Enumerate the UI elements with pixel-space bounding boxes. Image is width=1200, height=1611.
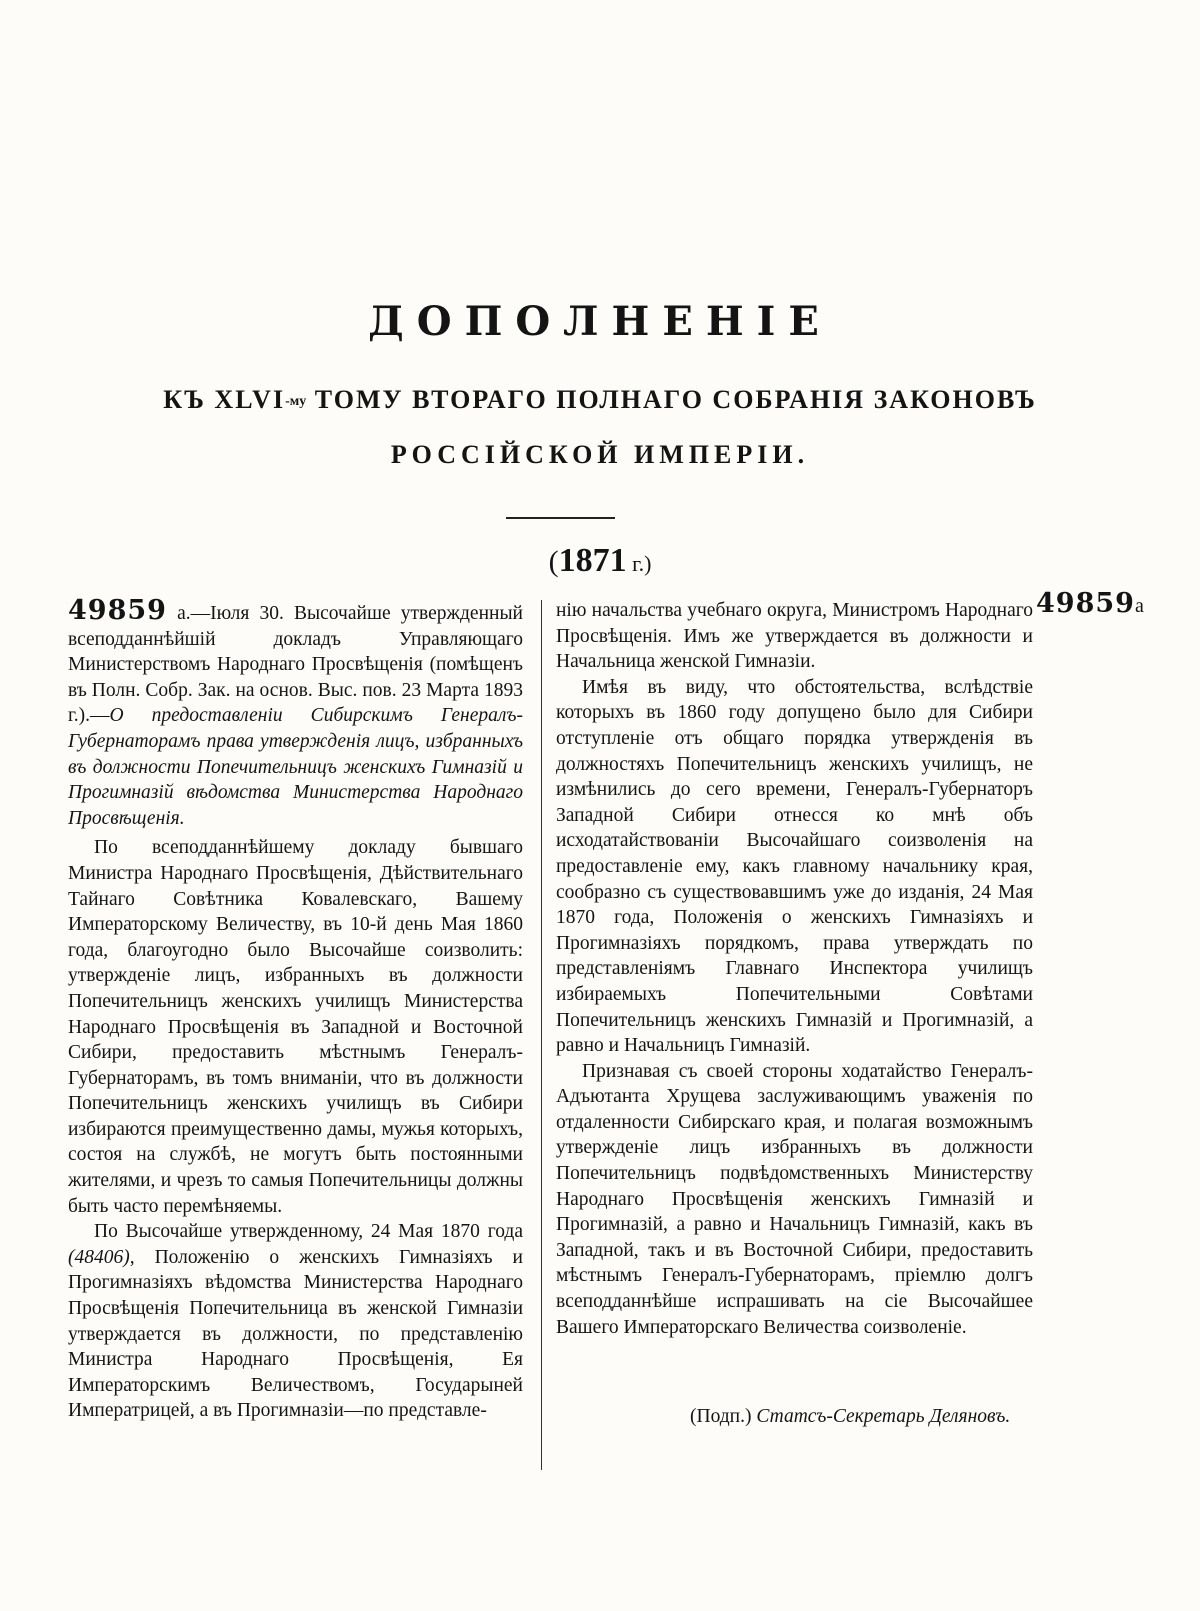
left-paragraph-2-end: , Положенію о женскихъ Гимназіяхъ и Прогимназіяхъ вѣдомства Министерства Народнаго Просвѣщенія Попечительница въ женской Гимназіи утверждается въ должности, по представленію Министра Народнаго Просвѣщенія, Ея Императорскимъ Величествомъ, Государыней Императрицей, а въ Прогимназіи—по представле- [68, 1246, 523, 1422]
title-divider-rule [506, 517, 615, 519]
year-suffix: г.) [626, 551, 652, 576]
right-paragraph-1: Имѣя въ виду, что обстоятельства, вслѣдствіе которыхъ въ 1860 году допущено было для Сибири отступленіе отъ общаго порядка утвержденія въ должностяхъ Попечительницъ женскихъ училищъ, не измѣнились до сего времени, Генералъ-Губернаторъ Западной Сибири отнесся ко мнѣ объ исходатайствованіи Высочайшаго соизволенія на предоставленіе ему, какъ главному начальнику края, сообразно съ существовавшимъ уже до изданія, 24 Мая 1870 года, Положенія о женскихъ Гимназіяхъ и Прогимназіяхъ порядкомъ, права утверждать по представленіямъ Главнаго Инспектора училищъ избираемыхъ Попечительными Совѣтами Попечительницъ женскихъ Гимназій и Прогимназій, а равно и Начальницъ Гимназій. [556, 676, 1033, 1057]
signature-prefix: (Подп.) [690, 1406, 757, 1427]
year-heading [0, 542, 1200, 580]
article-intro-text: а.—Іюля 30. Высочайше утвержденный всеподданнѣйшій докладъ Управляющаго Министерствомъ Народнаго Просвѣщенія (помѣщенъ въ Полн. Собр. Зак. на основ. Выс. пов. 23 Марта 1893 г.).— [68, 603, 523, 727]
signature [690, 1406, 1010, 1428]
document-title: ДОПОЛНЕНІЕ [368, 298, 832, 345]
year-value: 1871 [558, 542, 627, 579]
subtitle-rest: ТОМУ ВТОРАГО ПОЛНАГО СОБРАНІЯ ЗАКОНОВЪ [306, 385, 1037, 414]
right-column [556, 598, 1033, 1340]
article-intro-italic: О предоставленіи Сибирскимъ Генералъ-Губернаторамъ права утвержденія лицъ, избранныхъ въ должности Попечительницъ женскихъ Гимназій и Прогимназій вѣдомства Министерства Народнаго Просвѣщенія. [68, 705, 523, 829]
article-number: 49859 [68, 595, 167, 626]
article-number-margin [1036, 588, 1145, 619]
document-subtitle [0, 385, 1200, 415]
left-column [68, 595, 523, 1424]
article-intro [68, 595, 523, 831]
law-reference: (48406) [68, 1246, 130, 1268]
article-number-right: 49859 [1036, 588, 1135, 619]
left-paragraph-2-start: По Высочайше утвержденному, 24 Мая 1870 года [94, 1221, 523, 1243]
left-paragraph-1: По всеподданнѣйшему докладу бывшаго Министра Народнаго Просвѣщенія, Дѣйствительнаго Тайнаго Совѣтника Ковалевскаго, Вашему Императорскому Величеству, въ 10-й день Мая 1860 года, благоугодно было Высочайше соизволить: утвержденіе лицъ, избранныхъ въ должности Попечительницъ женскихъ училищъ Министерства Народнаго Просвѣщенія въ Западной и Восточной Сибири, предоставить мѣстнымъ Генералъ-Губернаторамъ, въ томъ вниманіи, что въ должности Попечительницъ женскихъ училищъ въ Сибири избираются преимущественно дамы, мужья которыхъ, состоя на службѣ, не могутъ быть постоянными жителями, и чрезъ то самыя Попечительницы должны быть часто перемѣняемы. [68, 837, 523, 1217]
article-number-suffix: а [1134, 595, 1145, 617]
subtitle-prefix: КЪ XLVI [163, 385, 286, 414]
left-paragraph-2 [68, 1219, 523, 1424]
year-open-paren: ( [548, 545, 559, 578]
document-subtitle-empire: РОССІЙСКОЙ ИМПЕРІИ. [390, 440, 810, 469]
column-divider [541, 600, 542, 1470]
subtitle-superscript: -му [285, 394, 307, 410]
right-paragraph-continuation: нію начальства учебнаго округа, Министромъ Народнаго Просвѣщенія. Имъ же утверждается въ должности и Начальница женской Гимназіи. [556, 600, 1033, 673]
right-paragraph-2: Признавая съ своей стороны ходатайство Генералъ-Адъютанта Хрущева заслуживающимъ уваженія по отдаленности Сибирскаго края, и полагая возможнымъ утвержденіе лицъ избранныхъ въ должности Попечительницъ подвѣдомственныхъ Министерству Народнаго Просвѣщенія женскихъ Гимназій и Прогимназій, а равно и Начальницъ Гимназій, какъ въ Западной, такъ и въ Восточной Сибири, предоставить мѣстнымъ Генералъ-Губернаторамъ, пріемлю долгъ всеподданнѣйше испрашивать на сіе Высочайшее Вашего Императорскаго Величества соизволеніе. [556, 1060, 1033, 1338]
signature-name: Статсъ-Секретарь Деляновъ. [756, 1406, 1011, 1427]
